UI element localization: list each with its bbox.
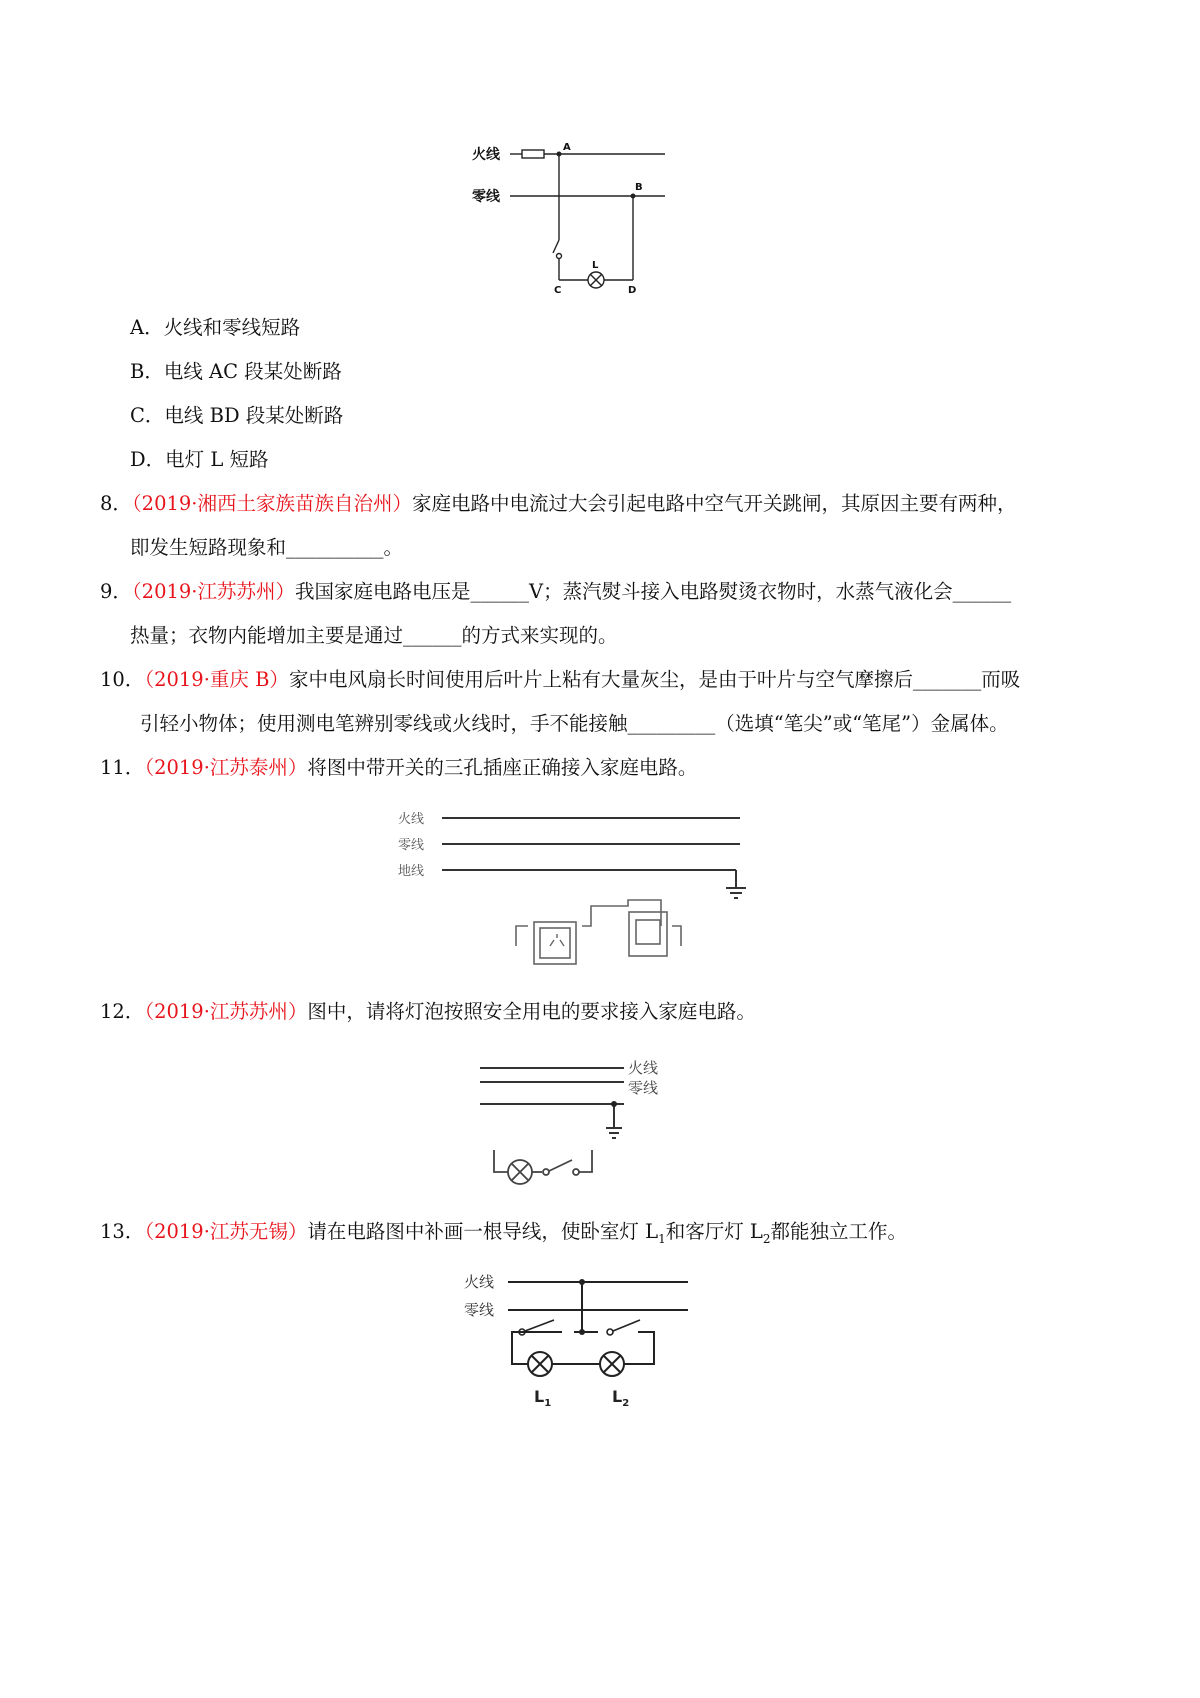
circuit-figure-q11 xyxy=(396,806,756,976)
question-number: 12． xyxy=(100,1000,145,1023)
lamp-l1-label: $L_1$ xyxy=(534,1387,552,1409)
question-9-line2: 热量；衣物内能增加主要是通过______的方式来实现的。 xyxy=(130,624,618,647)
subscript-1: 1 xyxy=(658,1231,666,1246)
circuit-figure-top xyxy=(470,140,680,300)
question-number: 13． xyxy=(100,1220,145,1243)
question-text: 将图中带开关的三孔插座正确接入家庭电路。 xyxy=(307,756,698,779)
point-c-label: C xyxy=(554,285,562,296)
subscript-2: 2 xyxy=(762,1231,771,1246)
question-9 xyxy=(100,578,1011,606)
question-number: 8． xyxy=(100,492,132,515)
point-d-label: D xyxy=(628,285,637,296)
question-number: 11． xyxy=(100,756,145,779)
question-number: 10． xyxy=(100,668,145,691)
question-source: （2019·湘西土家族苗族自治州） xyxy=(131,492,412,515)
question-10-line2: 引轻小物体；使用测电笔辨别零线或火线时，手不能接触_________（选填“笔尖”或“笔尾”）金属体。 xyxy=(140,712,1009,735)
question-source: （2019·江苏苏州） xyxy=(144,1000,308,1023)
circuit-figure-q12 xyxy=(474,1050,684,1200)
neutral-wire-label: 零线 xyxy=(472,189,500,205)
live-wire-label: 火线 xyxy=(398,812,425,827)
point-a-label: A xyxy=(563,142,571,153)
question-13 xyxy=(100,1218,907,1253)
circuit-figure-q13 xyxy=(462,1268,702,1418)
neutral-wire-label: 零线 xyxy=(464,1301,495,1319)
option-a: A．火线和零线短路 xyxy=(130,316,301,339)
live-wire-label: 火线 xyxy=(628,1059,659,1077)
question-text: 图中，请将灯泡按照安全用电的要求接入家庭电路。 xyxy=(307,1000,756,1023)
point-b-label: B xyxy=(635,182,643,193)
question-text-3: 都能独立工作。 xyxy=(770,1220,908,1243)
question-source: （2019·江苏苏州） xyxy=(131,580,295,603)
live-wire-label: 火线 xyxy=(472,147,500,163)
option-b: B．电线 AC 段某处断路 xyxy=(130,360,342,383)
question-12 xyxy=(100,998,756,1026)
question-text: 家中电风扇长时间使用后叶片上粘有大量灰尘，是由于叶片与空气摩擦后_______而吸 xyxy=(288,668,1021,691)
question-8-line2: 即发生短路现象和__________。 xyxy=(130,536,404,559)
lamp-l-label: L xyxy=(592,260,599,271)
question-10 xyxy=(100,666,1020,694)
lamp-l2-label: $L_2$ xyxy=(612,1387,630,1409)
question-text-1: 请在电路图中补画一根导线，使卧室灯 L xyxy=(307,1220,659,1243)
question-text: 我国家庭电路电压是______V；蒸汽熨斗接入电路熨烫衣物时，水蒸气液化会______ xyxy=(295,580,1012,603)
question-source: （2019·江苏泰州） xyxy=(144,756,308,779)
question-text-2: 和客厅灯 L xyxy=(665,1220,763,1243)
live-wire-label: 火线 xyxy=(464,1273,495,1291)
neutral-wire-label: 零线 xyxy=(628,1079,659,1097)
question-number: 9． xyxy=(100,580,132,603)
question-8 xyxy=(100,490,1017,518)
ground-wire-label: 地线 xyxy=(398,864,425,879)
question-11 xyxy=(100,754,697,782)
question-source: （2019·重庆 B） xyxy=(144,668,289,691)
question-source: （2019·江苏无锡） xyxy=(144,1220,308,1243)
neutral-wire-label: 零线 xyxy=(398,838,425,853)
option-c: C．电线 BD 段某处断路 xyxy=(130,404,344,427)
option-d: D．电灯 L 短路 xyxy=(130,448,269,471)
question-text: 家庭电路中电流过大会引起电路中空气开关跳闸，其原因主要有两种， xyxy=(412,492,1017,515)
